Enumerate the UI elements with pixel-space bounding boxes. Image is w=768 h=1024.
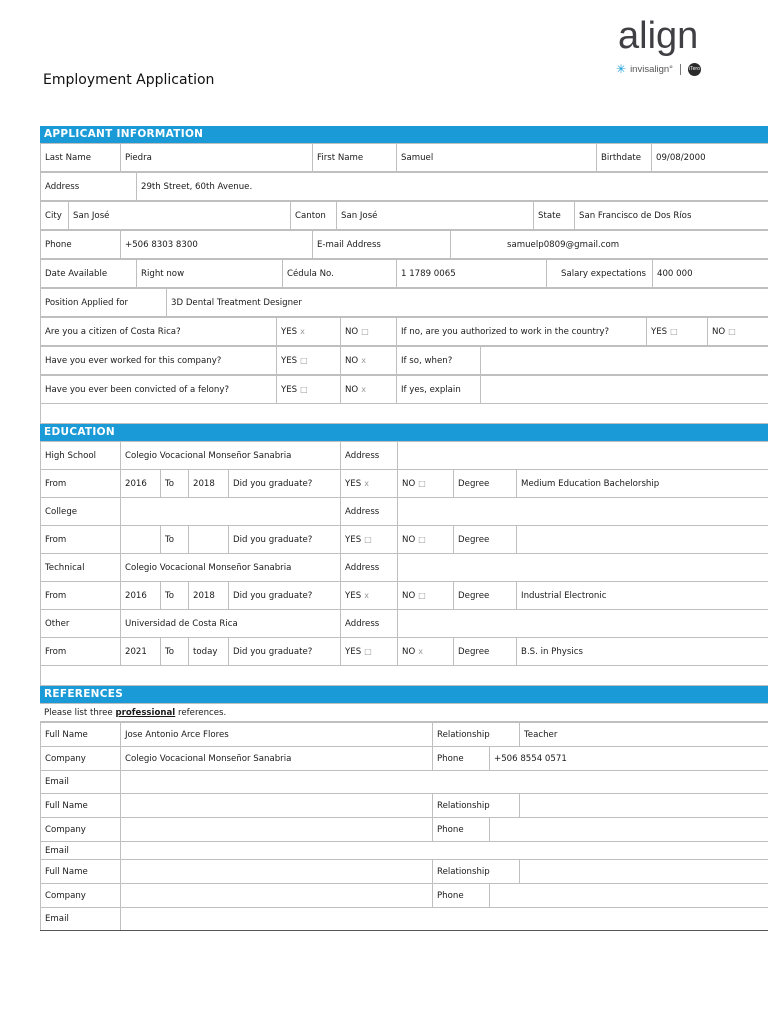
references-table xyxy=(40,722,768,931)
cedula-label: Cédula No. xyxy=(283,260,397,288)
section-header-applicant: APPLICANT INFORMATION xyxy=(40,126,768,143)
other-to-field[interactable]: today xyxy=(189,638,229,666)
applicant-row-name xyxy=(40,143,768,172)
ref3-name-label: Full Name xyxy=(41,860,121,884)
position-field[interactable]: 3D Dental Treatment Designer xyxy=(167,289,768,317)
ref3-relationship-field[interactable] xyxy=(520,860,768,884)
other-graduate-no[interactable] xyxy=(398,638,454,666)
note-text-end: references. xyxy=(175,707,227,718)
ref2-name-label: Full Name xyxy=(41,794,121,818)
high-school-field[interactable]: Colegio Vocacional Monseñor Sanabria xyxy=(121,442,341,470)
x-mark-icon: x xyxy=(361,355,366,365)
note-text-start: Please list three xyxy=(44,707,116,718)
college-from-field[interactable] xyxy=(121,526,161,554)
other-address-label: Address xyxy=(341,610,398,638)
phone-field[interactable]: +506 8303 8300 xyxy=(121,231,313,259)
yes-label: YES xyxy=(281,384,298,395)
applicant-row-felony xyxy=(40,375,768,404)
section-spacer xyxy=(40,404,768,424)
tech-address-field[interactable] xyxy=(398,554,768,582)
ref3-company-label: Company xyxy=(41,884,121,908)
logo-badge: iTero xyxy=(688,63,701,76)
college-to-field[interactable] xyxy=(189,526,229,554)
last-name-label: Last Name xyxy=(41,144,121,172)
no-label: NO xyxy=(402,590,416,601)
other-address-field[interactable] xyxy=(398,610,768,638)
no-label: NO xyxy=(345,384,359,395)
date-available-field[interactable]: Right now xyxy=(137,260,283,288)
hs-from-label: From xyxy=(41,470,121,498)
sparkle-icon: ✳ xyxy=(616,62,627,76)
x-mark-icon: x xyxy=(364,478,369,488)
first-name-field[interactable]: Samuel xyxy=(397,144,597,172)
when-field[interactable] xyxy=(481,347,768,375)
references-note-row xyxy=(40,703,768,722)
applicant-row-availability xyxy=(40,259,768,288)
tech-graduate-yes[interactable] xyxy=(341,582,398,610)
checkbox-icon: □ xyxy=(670,326,678,336)
worked-no-option[interactable] xyxy=(341,347,397,375)
cedula-field[interactable]: 1 1789 0065 xyxy=(397,260,547,288)
section-header-references: REFERENCES xyxy=(40,686,768,703)
checkbox-icon: □ xyxy=(418,590,426,600)
other-from-field[interactable]: 2021 xyxy=(121,638,161,666)
yes-label: YES xyxy=(651,326,668,337)
no-label: NO xyxy=(402,478,416,489)
birthdate-field[interactable]: 09/08/2000 xyxy=(652,144,768,172)
yes-label: YES xyxy=(345,590,362,601)
tech-to-field[interactable]: 2018 xyxy=(189,582,229,610)
ref1-company-field[interactable]: Colegio Vocacional Monseñor Sanabria xyxy=(121,747,433,771)
ref2-company-label: Company xyxy=(41,818,121,842)
other-field[interactable]: Universidad de Costa Rica xyxy=(121,610,341,638)
college-to-label: To xyxy=(161,526,189,554)
x-mark-icon: x xyxy=(364,590,369,600)
ref1-phone-label: Phone xyxy=(433,747,490,771)
tech-from-label: From xyxy=(41,582,121,610)
tech-degree-label: Degree xyxy=(454,582,517,610)
applicant-row-phone xyxy=(40,230,768,259)
references-note xyxy=(40,704,768,722)
ref1-email-field[interactable] xyxy=(121,771,768,794)
ref3-email-label: Email xyxy=(41,908,121,931)
college-degree-field[interactable] xyxy=(517,526,768,554)
section-header-education: EDUCATION xyxy=(40,424,768,441)
college-graduate-no[interactable] xyxy=(398,526,454,554)
state-field[interactable]: San Francisco de Dos Ríos xyxy=(575,202,768,230)
email-field[interactable]: samuelp0809@gmail.com xyxy=(451,231,768,259)
other-label: Other xyxy=(41,610,121,638)
hs-graduate-question: Did you graduate? xyxy=(229,470,341,498)
applicant-row-citizen xyxy=(40,317,768,346)
birthdate-label: Birthdate xyxy=(597,144,652,172)
college-degree-label: Degree xyxy=(454,526,517,554)
ref3-phone-field[interactable] xyxy=(490,884,768,908)
logo-invisalign: invisalign° xyxy=(630,63,673,75)
felony-question: Have you ever been convicted of a felony? xyxy=(41,376,277,404)
college-graduate-yes[interactable] xyxy=(341,526,398,554)
college-from-label: From xyxy=(41,526,121,554)
ref1-name-label: Full Name xyxy=(41,723,121,747)
canton-label: Canton xyxy=(291,202,337,230)
hs-to-field[interactable]: 2018 xyxy=(189,470,229,498)
yes-label: YES xyxy=(281,355,298,366)
tech-degree-field[interactable]: Industrial Electronic xyxy=(517,582,768,610)
x-mark-icon: x xyxy=(300,326,305,336)
ref2-phone-label: Phone xyxy=(433,818,490,842)
yes-label: YES xyxy=(281,326,298,337)
other-from-label: From xyxy=(41,638,121,666)
no-label: NO xyxy=(345,355,359,366)
ref1-relationship-field[interactable]: Teacher xyxy=(520,723,768,747)
felony-yes-option[interactable] xyxy=(277,376,341,404)
other-degree-field[interactable]: B.S. in Physics xyxy=(517,638,768,666)
page-title: Employment Application xyxy=(43,72,215,88)
felony-no-option[interactable] xyxy=(341,376,397,404)
college-address-field[interactable] xyxy=(398,498,768,526)
hs-degree-field[interactable]: Medium Education Bachelorship xyxy=(517,470,768,498)
other-to-label: To xyxy=(161,638,189,666)
no-label: NO xyxy=(712,326,726,337)
citizen-question: Are you a citizen of Costa Rica? xyxy=(41,318,277,346)
worked-question: Have you ever worked for this company? xyxy=(41,347,277,375)
college-address-label: Address xyxy=(341,498,398,526)
authorized-yes-option[interactable] xyxy=(647,318,708,346)
explain-label: If yes, explain xyxy=(397,376,481,404)
ref2-relationship-field[interactable] xyxy=(520,794,768,818)
no-label: NO xyxy=(402,534,416,545)
applicant-row-city xyxy=(40,201,768,230)
when-label: If so, when? xyxy=(397,347,481,375)
hs-graduate-yes[interactable] xyxy=(341,470,398,498)
ref2-relationship-label: Relationship xyxy=(433,794,520,818)
ref3-email-field[interactable] xyxy=(121,908,768,931)
tech-address-label: Address xyxy=(341,554,398,582)
ref1-phone-field[interactable]: +506 8554 0571 xyxy=(490,747,768,771)
ref3-company-field[interactable] xyxy=(121,884,433,908)
hs-degree-label: Degree xyxy=(454,470,517,498)
hs-graduate-no[interactable] xyxy=(398,470,454,498)
worked-yes-option[interactable] xyxy=(277,347,341,375)
last-name-field[interactable]: Piedra xyxy=(121,144,313,172)
checkbox-icon: □ xyxy=(418,478,426,488)
email-label: E-mail Address xyxy=(313,231,451,259)
tech-graduate-question: Did you graduate? xyxy=(229,582,341,610)
x-mark-icon: x xyxy=(418,646,423,656)
explain-field[interactable] xyxy=(481,376,768,404)
citizen-no-option[interactable] xyxy=(341,318,397,346)
ref2-email-field[interactable] xyxy=(121,842,768,860)
applicant-row-position xyxy=(40,288,768,317)
section-spacer xyxy=(40,666,768,686)
address-field[interactable]: 29th Street, 60th Avenue. xyxy=(137,173,768,201)
yes-label: YES xyxy=(345,534,362,545)
hs-address-field[interactable] xyxy=(398,442,768,470)
other-graduate-yes[interactable] xyxy=(341,638,398,666)
logo-subbrand xyxy=(616,62,724,76)
phone-label: Phone xyxy=(41,231,121,259)
education-table xyxy=(40,441,768,666)
ref2-name-field[interactable] xyxy=(121,794,433,818)
note-text-emphasis: professional xyxy=(115,707,176,718)
company-logo xyxy=(614,16,724,96)
checkbox-icon: □ xyxy=(361,326,369,336)
date-available-label: Date Available xyxy=(41,260,137,288)
checkbox-icon: □ xyxy=(364,534,372,544)
city-label: City xyxy=(41,202,69,230)
ref1-name-field[interactable]: Jose Antonio Arce Flores xyxy=(121,723,433,747)
application-form xyxy=(40,126,768,931)
first-name-label: First Name xyxy=(313,144,397,172)
citizen-yes-option[interactable] xyxy=(277,318,341,346)
authorized-question: If no, are you authorized to work in the country? xyxy=(397,318,647,346)
tech-to-label: To xyxy=(161,582,189,610)
x-mark-icon: x xyxy=(361,384,366,394)
college-graduate-question: Did you graduate? xyxy=(229,526,341,554)
hs-address-label: Address xyxy=(341,442,398,470)
state-label: State xyxy=(534,202,575,230)
hs-to-label: To xyxy=(161,470,189,498)
ref2-phone-field[interactable] xyxy=(490,818,768,842)
ref2-company-field[interactable] xyxy=(121,818,433,842)
ref3-phone-label: Phone xyxy=(433,884,490,908)
high-school-label: High School xyxy=(41,442,121,470)
authorized-no-option[interactable] xyxy=(708,318,768,346)
yes-label: YES xyxy=(345,646,362,657)
ref3-name-field[interactable] xyxy=(121,860,433,884)
other-graduate-question: Did you graduate? xyxy=(229,638,341,666)
college-label: College xyxy=(41,498,121,526)
salary-label: Salary expectations xyxy=(547,260,653,288)
city-field[interactable]: San José xyxy=(69,202,291,230)
hs-from-field[interactable]: 2016 xyxy=(121,470,161,498)
checkbox-icon: □ xyxy=(418,534,426,544)
ref1-relationship-label: Relationship xyxy=(433,723,520,747)
address-label: Address xyxy=(41,173,137,201)
checkbox-icon: □ xyxy=(364,646,372,656)
checkbox-icon: □ xyxy=(300,355,308,365)
no-label: NO xyxy=(345,326,359,337)
ref1-company-label: Company xyxy=(41,747,121,771)
college-field[interactable] xyxy=(121,498,341,526)
ref3-relationship-label: Relationship xyxy=(433,860,520,884)
checkbox-icon: □ xyxy=(728,326,736,336)
ref1-email-label: Email xyxy=(41,771,121,794)
tech-graduate-no[interactable] xyxy=(398,582,454,610)
no-label: NO xyxy=(402,646,416,657)
canton-field[interactable]: San José xyxy=(337,202,534,230)
checkbox-icon: □ xyxy=(300,384,308,394)
logo-wordmark: align xyxy=(618,15,699,57)
yes-label: YES xyxy=(345,478,362,489)
other-degree-label: Degree xyxy=(454,638,517,666)
tech-from-field[interactable]: 2016 xyxy=(121,582,161,610)
technical-field[interactable]: Colegio Vocacional Monseñor Sanabria xyxy=(121,554,341,582)
logo-divider xyxy=(680,64,681,75)
technical-label: Technical xyxy=(41,554,121,582)
ref2-email-label: Email xyxy=(41,842,121,860)
applicant-row-address xyxy=(40,172,768,201)
position-label: Position Applied for xyxy=(41,289,167,317)
salary-field[interactable]: 400 000 xyxy=(653,260,768,288)
applicant-row-worked xyxy=(40,346,768,375)
